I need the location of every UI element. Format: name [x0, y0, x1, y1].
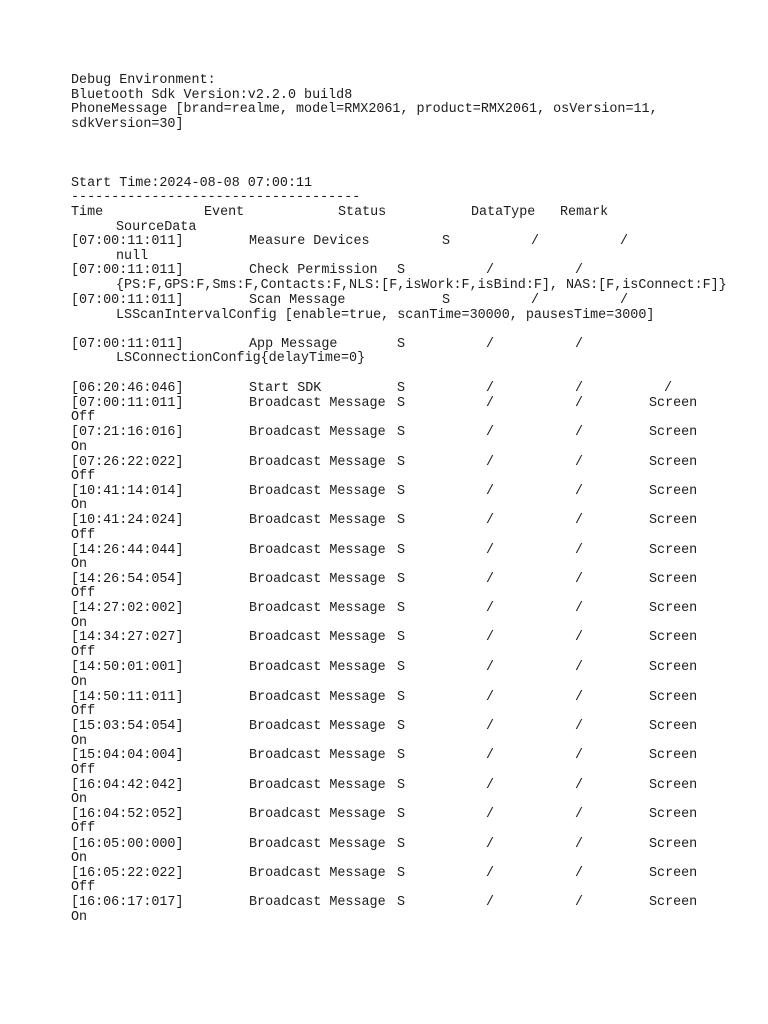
- start-time-line: Start Time:2024-08-08 07:00:11: [71, 176, 313, 191]
- log-status: S: [397, 572, 406, 587]
- log-datatype: /: [486, 263, 495, 278]
- log-time: [10:41:24:024]: [71, 513, 184, 528]
- log-remark: /: [575, 396, 584, 411]
- log-status: S: [397, 719, 406, 734]
- log-remark: /: [575, 572, 584, 587]
- log-source-data: Screen: [649, 543, 698, 558]
- log-remark: /: [575, 895, 584, 910]
- log-row: [71, 455, 768, 470]
- log-source-data-continued: Off: [71, 763, 96, 778]
- column-header-event: Event: [204, 205, 245, 220]
- log-event: Broadcast Message: [249, 690, 386, 705]
- log-datatype: /: [486, 719, 495, 734]
- log-source-data: Screen: [649, 690, 698, 705]
- log-datatype: /: [486, 601, 495, 616]
- log-datatype: /: [486, 337, 495, 352]
- log-row: [71, 513, 768, 528]
- log-remark: /: [575, 513, 584, 528]
- log-source-data: Screen: [649, 866, 698, 881]
- log-datatype: /: [486, 660, 495, 675]
- log-status: S: [397, 866, 406, 881]
- log-source-data-continued: Off: [71, 880, 96, 895]
- log-datatype: /: [486, 455, 495, 470]
- log-time: [14:26:54:054]: [71, 572, 184, 587]
- log-event: Measure Devices: [249, 234, 370, 249]
- log-status: S: [397, 455, 406, 470]
- log-datatype: /: [486, 807, 495, 822]
- log-datatype: /: [486, 381, 495, 396]
- log-datatype: /: [486, 690, 495, 705]
- log-event: Broadcast Message: [249, 484, 386, 499]
- log-source-data: {PS:F,GPS:F,Sms:F,Contacts:F,NLS:[F,isWork:F,isBind:F], NAS:[F,isConnect:F]}: [116, 278, 727, 293]
- log-time: [07:00:11:011]: [71, 337, 184, 352]
- log-datatype: /: [486, 866, 495, 881]
- log-event: Broadcast Message: [249, 807, 386, 822]
- log-row: [71, 337, 768, 352]
- log-event: Broadcast Message: [249, 543, 386, 558]
- log-status: S: [397, 425, 406, 440]
- log-row: [71, 263, 768, 278]
- log-datatype: /: [531, 234, 540, 249]
- log-remark: /: [620, 293, 629, 308]
- log-time: [07:00:11:011]: [71, 234, 184, 249]
- log-source-data: Screen: [649, 396, 698, 411]
- log-time: [15:03:54:054]: [71, 719, 184, 734]
- column-header-datatype: DataType: [471, 205, 536, 220]
- log-status: S: [397, 337, 406, 352]
- log-row: [71, 690, 768, 705]
- log-event: Broadcast Message: [249, 425, 386, 440]
- log-event: Broadcast Message: [249, 396, 386, 411]
- log-event: Broadcast Message: [249, 895, 386, 910]
- log-remark: /: [620, 234, 629, 249]
- log-time: [07:21:16:016]: [71, 425, 184, 440]
- log-row: [71, 895, 768, 910]
- log-time: [06:20:46:046]: [71, 381, 184, 396]
- log-source-data-continued: On: [71, 910, 88, 925]
- log-source-data: Screen: [649, 660, 698, 675]
- log-status: S: [397, 381, 406, 396]
- log-status: S: [397, 895, 406, 910]
- log-time: [14:27:02:002]: [71, 601, 184, 616]
- log-remark: /: [575, 719, 584, 734]
- log-event: Broadcast Message: [249, 866, 386, 881]
- log-row: [71, 630, 768, 645]
- log-source-data: Screen: [649, 513, 698, 528]
- log-source-data: Screen: [649, 572, 698, 587]
- log-event: App Message: [249, 337, 338, 352]
- log-datatype: /: [486, 513, 495, 528]
- log-row: [71, 396, 768, 411]
- phone-message-line-1: PhoneMessage [brand=realme, model=RMX2061, product=RMX2061, osVersion=11,: [71, 102, 658, 117]
- log-row: [71, 425, 768, 440]
- log-time: [16:05:22:022]: [71, 866, 184, 881]
- separator-line: ------------------------------------: [71, 190, 361, 205]
- log-row: [71, 748, 768, 763]
- column-header-time: Time: [71, 205, 104, 220]
- log-source-data: /: [664, 381, 673, 396]
- log-remark: /: [575, 690, 584, 705]
- log-status: S: [442, 234, 451, 249]
- log-source-data-continued: On: [71, 792, 88, 807]
- log-source-data-continued: Off: [71, 586, 96, 601]
- log-source-data-continued: Off: [71, 410, 96, 425]
- log-source-data: Screen: [649, 455, 698, 470]
- log-remark: /: [575, 630, 584, 645]
- log-source-data: LSConnectionConfig{delayTime=0}: [116, 351, 366, 366]
- log-datatype: /: [486, 396, 495, 411]
- column-header-remark: Remark: [560, 205, 609, 220]
- log-remark: /: [575, 381, 584, 396]
- log-time: [07:00:11:011]: [71, 293, 184, 308]
- log-time: [07:00:11:011]: [71, 263, 184, 278]
- log-time: [16:04:52:052]: [71, 807, 184, 822]
- log-datatype: /: [531, 293, 540, 308]
- log-status: S: [397, 263, 406, 278]
- log-source-data: LSScanIntervalConfig [enable=true, scanTime=30000, pausesTime=3000]: [116, 308, 655, 323]
- log-remark: /: [575, 455, 584, 470]
- log-source-data: Screen: [649, 601, 698, 616]
- log-source-data-continued: On: [71, 557, 88, 572]
- log-row: [71, 866, 768, 881]
- log-time: [07:26:22:022]: [71, 455, 184, 470]
- log-source-data-continued: Off: [71, 645, 96, 660]
- log-status: S: [397, 543, 406, 558]
- log-status: S: [442, 293, 451, 308]
- log-remark: /: [575, 807, 584, 822]
- log-time: [16:06:17:017]: [71, 895, 184, 910]
- log-status: S: [397, 748, 406, 763]
- column-header-row: [71, 205, 768, 220]
- log-time: [16:05:00:000]: [71, 837, 184, 852]
- log-status: S: [397, 484, 406, 499]
- log-status: S: [397, 513, 406, 528]
- phone-message-line-2: sdkVersion=30]: [71, 117, 184, 132]
- log-source-data: Screen: [649, 837, 698, 852]
- log-source-data-continued: On: [71, 498, 88, 513]
- log-time: [14:34:27:027]: [71, 630, 184, 645]
- log-remark: /: [575, 263, 584, 278]
- log-event: Broadcast Message: [249, 630, 386, 645]
- log-status: S: [397, 837, 406, 852]
- log-source-data-continued: On: [71, 734, 88, 749]
- log-row: [71, 543, 768, 558]
- log-time: [10:41:14:014]: [71, 484, 184, 499]
- column-header-sourcedata: SourceData: [116, 220, 197, 235]
- log-source-data: Screen: [649, 630, 698, 645]
- log-event: Broadcast Message: [249, 748, 386, 763]
- log-remark: /: [575, 660, 584, 675]
- log-event: Broadcast Message: [249, 513, 386, 528]
- log-row: [71, 778, 768, 793]
- log-source-data: Screen: [649, 748, 698, 763]
- log-remark: /: [575, 337, 584, 352]
- log-time: [07:00:11:011]: [71, 396, 184, 411]
- log-source-data: Screen: [649, 895, 698, 910]
- log-remark: /: [575, 484, 584, 499]
- log-row: [71, 807, 768, 822]
- log-source-data: Screen: [649, 425, 698, 440]
- log-source-data-continued: On: [71, 675, 88, 690]
- log-time: [14:50:11:011]: [71, 690, 184, 705]
- log-remark: /: [575, 425, 584, 440]
- log-source-data: Screen: [649, 778, 698, 793]
- log-datatype: /: [486, 572, 495, 587]
- log-row: [71, 660, 768, 675]
- log-status: S: [397, 690, 406, 705]
- log-source-data-continued: Off: [71, 704, 96, 719]
- log-status: S: [397, 778, 406, 793]
- log-source-data-continued: On: [71, 616, 88, 631]
- log-event: Check Permission: [249, 263, 378, 278]
- log-datatype: /: [486, 425, 495, 440]
- log-event: Broadcast Message: [249, 837, 386, 852]
- log-row: [71, 293, 768, 308]
- log-event: Broadcast Message: [249, 778, 386, 793]
- log-status: S: [397, 396, 406, 411]
- sdk-version-line: Bluetooth Sdk Version:v2.2.0 build8: [71, 88, 353, 103]
- log-source-data-continued: Off: [71, 821, 96, 836]
- log-status: S: [397, 660, 406, 675]
- column-header-status: Status: [338, 205, 387, 220]
- log-datatype: /: [486, 630, 495, 645]
- log-row: [71, 601, 768, 616]
- log-source-data: Screen: [649, 719, 698, 734]
- log-remark: /: [575, 837, 584, 852]
- log-status: S: [397, 630, 406, 645]
- log-datatype: /: [486, 748, 495, 763]
- log-remark: /: [575, 866, 584, 881]
- debug-environment-label: Debug Environment:: [71, 73, 216, 88]
- log-row: [71, 572, 768, 587]
- log-event: Scan Message: [249, 293, 346, 308]
- log-event: Broadcast Message: [249, 660, 386, 675]
- log-time: [16:04:42:042]: [71, 778, 184, 793]
- log-source-data: Screen: [649, 484, 698, 499]
- log-time: [14:50:01:001]: [71, 660, 184, 675]
- log-datatype: /: [486, 837, 495, 852]
- log-datatype: /: [486, 484, 495, 499]
- log-event: Broadcast Message: [249, 455, 386, 470]
- log-time: [14:26:44:044]: [71, 543, 184, 558]
- log-row: [71, 837, 768, 852]
- log-row: [71, 381, 768, 396]
- log-source-data-continued: Off: [71, 528, 96, 543]
- log-row: [71, 484, 768, 499]
- log-event: Start SDK: [249, 381, 322, 396]
- log-status: S: [397, 601, 406, 616]
- log-source-data-continued: On: [71, 440, 88, 455]
- log-datatype: /: [486, 778, 495, 793]
- log-event: Broadcast Message: [249, 572, 386, 587]
- log-datatype: /: [486, 895, 495, 910]
- log-source-data-continued: On: [71, 851, 88, 866]
- log-event: Broadcast Message: [249, 719, 386, 734]
- log-time: [15:04:04:004]: [71, 748, 184, 763]
- log-source-data: Screen: [649, 807, 698, 822]
- log-status: S: [397, 807, 406, 822]
- log-remark: /: [575, 543, 584, 558]
- log-event: Broadcast Message: [249, 601, 386, 616]
- log-row: [71, 234, 768, 249]
- log-remark: /: [575, 778, 584, 793]
- log-remark: /: [575, 748, 584, 763]
- log-remark: /: [575, 601, 584, 616]
- log-source-data-continued: Off: [71, 469, 96, 484]
- log-source-data: null: [116, 249, 149, 264]
- log-row: [71, 719, 768, 734]
- log-datatype: /: [486, 543, 495, 558]
